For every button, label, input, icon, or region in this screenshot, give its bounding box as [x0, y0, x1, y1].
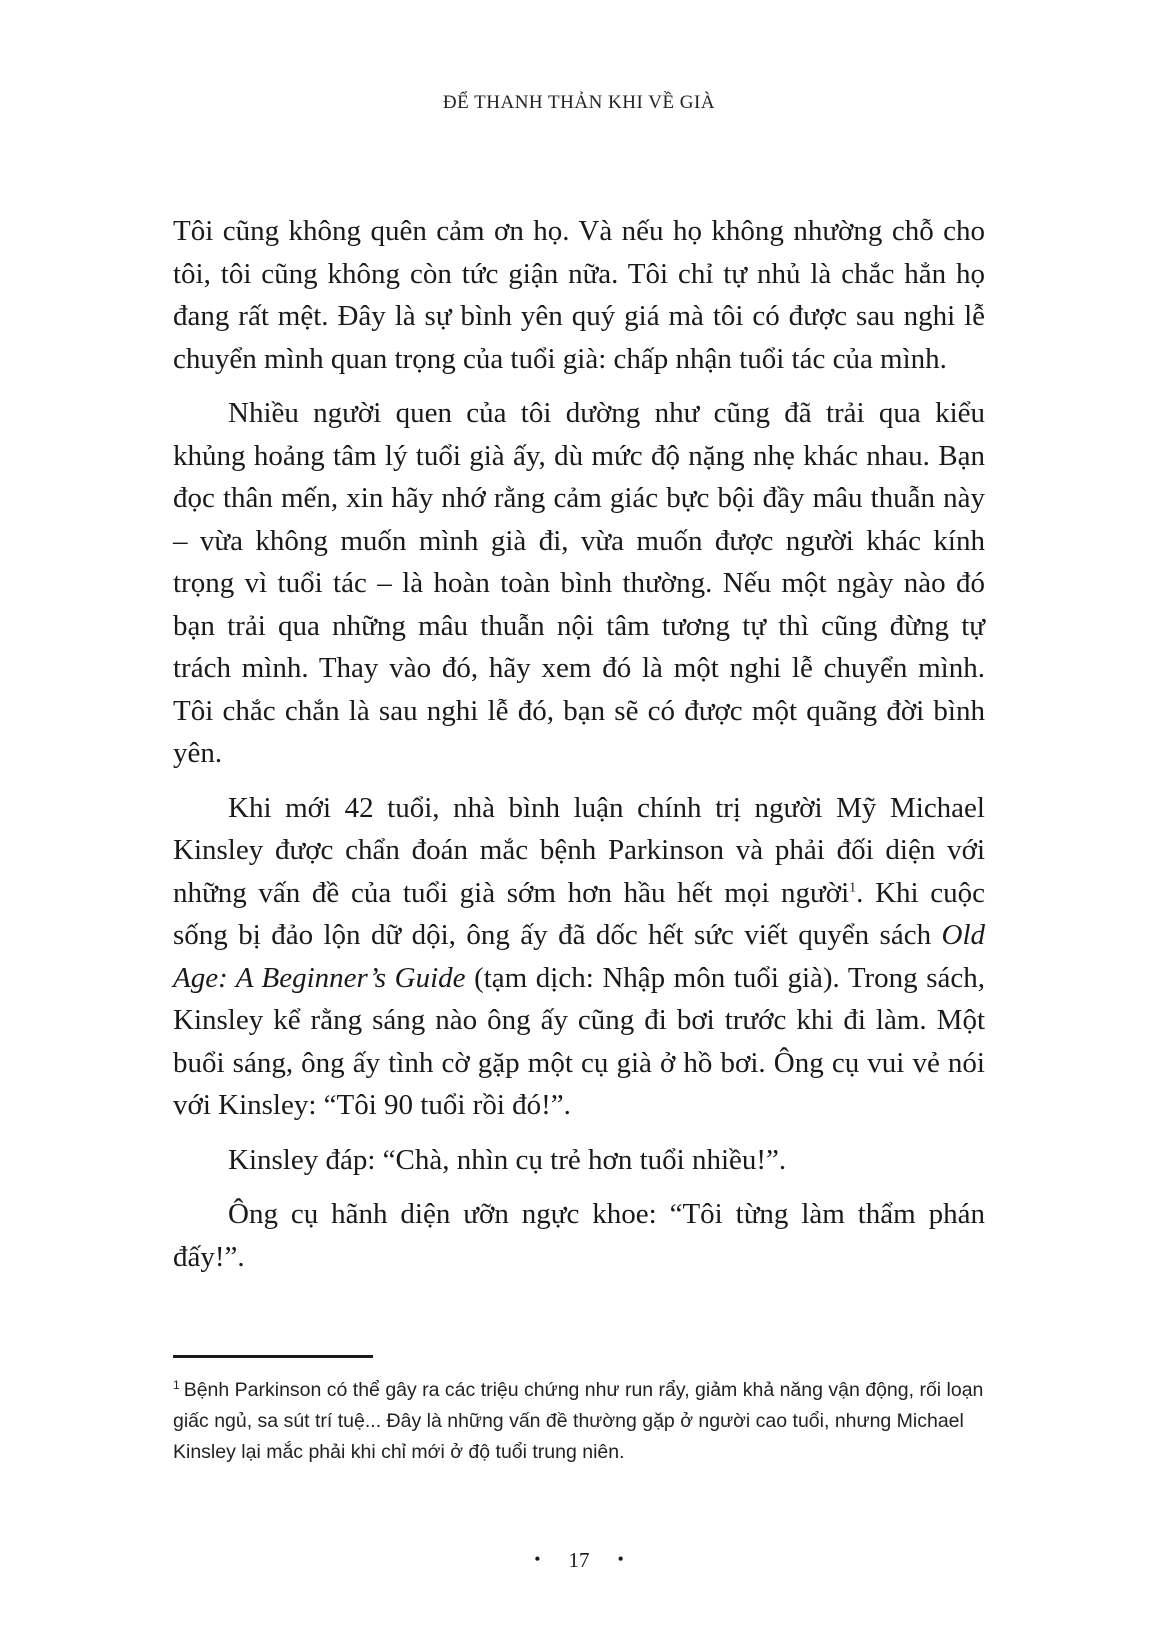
footnote: [173, 1375, 985, 1468]
paragraph-3-part-3: (tạm dịch: Nhập môn tuổi già). Trong sách, Kinsley kể rằng sáng nào ông ấy cũng đi bơi trước khi đi làm. Một buổi sáng, ông ấy tình cờ gặp một cụ già ở hồ bơi. Ông cụ vui vẻ nói với Kinsley: “Tôi 90 tuổi rồi đó!”.: [173, 961, 985, 1121]
paragraph-1: Tôi cũng không quên cảm ơn họ. Và nếu họ không nhường chỗ cho tôi, tôi cũng không còn tức giận nữa. Tôi chỉ tự nhủ là chắc hẳn họ đang rất mệt. Đây là sự bình yên quý giá mà tôi có được sau nghi lễ chuyển mình quan trọng của tuổi già: chấp nhận tuổi tác của mình.: [173, 215, 985, 375]
footnote-divider: [173, 1355, 373, 1358]
paragraph-2: Nhiều người quen của tôi dường như cũng đã trải qua kiểu khủng hoảng tâm lý tuổi già ấy, dù mức độ nặng nhẹ khác nhau. Bạn đọc thân mến, xin hãy nhớ rằng cảm giác bực bội đầy mâu thuẫn này – vừa không muốn mình già đi, vừa muốn được người khác kính trọng vì tuổi tác – là hoàn toàn bình thường. Nếu một ngày nào đó bạn trải qua những mâu thuẫn nội tâm tương tự thì cũng đừng tự trách mình. Thay vào đó, hãy xem đó là một nghi lễ chuyển mình. Tôi chắc chắn là sau nghi lễ đó, bạn sẽ có được một quãng đời bình yên.: [173, 397, 985, 769]
paragraph-4: Kinsley đáp: “Chà, nhìn cụ trẻ hơn tuổi nhiều!”.: [228, 1143, 787, 1176]
page-number: 17: [568, 1548, 590, 1572]
footnote-marker: 1: [173, 1377, 180, 1392]
book-title: Old Age: A Beginner’s Guide: [173, 919, 985, 994]
page-number-dot-right: •: [617, 1549, 624, 1569]
paragraph-5: Ông cụ hãnh diện ưỡn ngực khoe: “Tôi từng làm thẩm phán đấy!”.: [173, 1198, 985, 1273]
paragraph-3-part-2: . Khi cuộc sống bị đảo lộn dữ dội, ông ấy đã dốc hết sức viết quyển sách: [173, 876, 985, 951]
paragraph-3-part-1: Khi mới 42 tuổi, nhà bình luận chính trị người Mỹ Michael Kinsley được chẩn đoán mắc bệnh Parkinson và phải đối diện với những vấn đề của tuổi già sớm hơn hầu hết mọi người: [173, 791, 985, 909]
running-head: ĐỂ THANH THẢN KHI VỀ GIÀ: [442, 92, 716, 113]
paragraph-3: [173, 787, 985, 1127]
page-number-dot-left: •: [534, 1549, 541, 1569]
footnote-reference[interactable]: 1: [849, 879, 857, 895]
page-number-footer: [0, 1548, 1158, 1573]
footnote-text: Bệnh Parkinson có thể gây ra các triệu chứng như run rẩy, giảm khả năng vận động, rối loạn giấc ngủ, sa sút trí tuệ... Đây là những vấn đề thường gặp ở người cao tuổi, nhưng Michael Kinsley lại mắc phải khi chỉ mới ở độ tuổi trung niên.: [173, 1379, 984, 1463]
body-text: [173, 210, 985, 1290]
